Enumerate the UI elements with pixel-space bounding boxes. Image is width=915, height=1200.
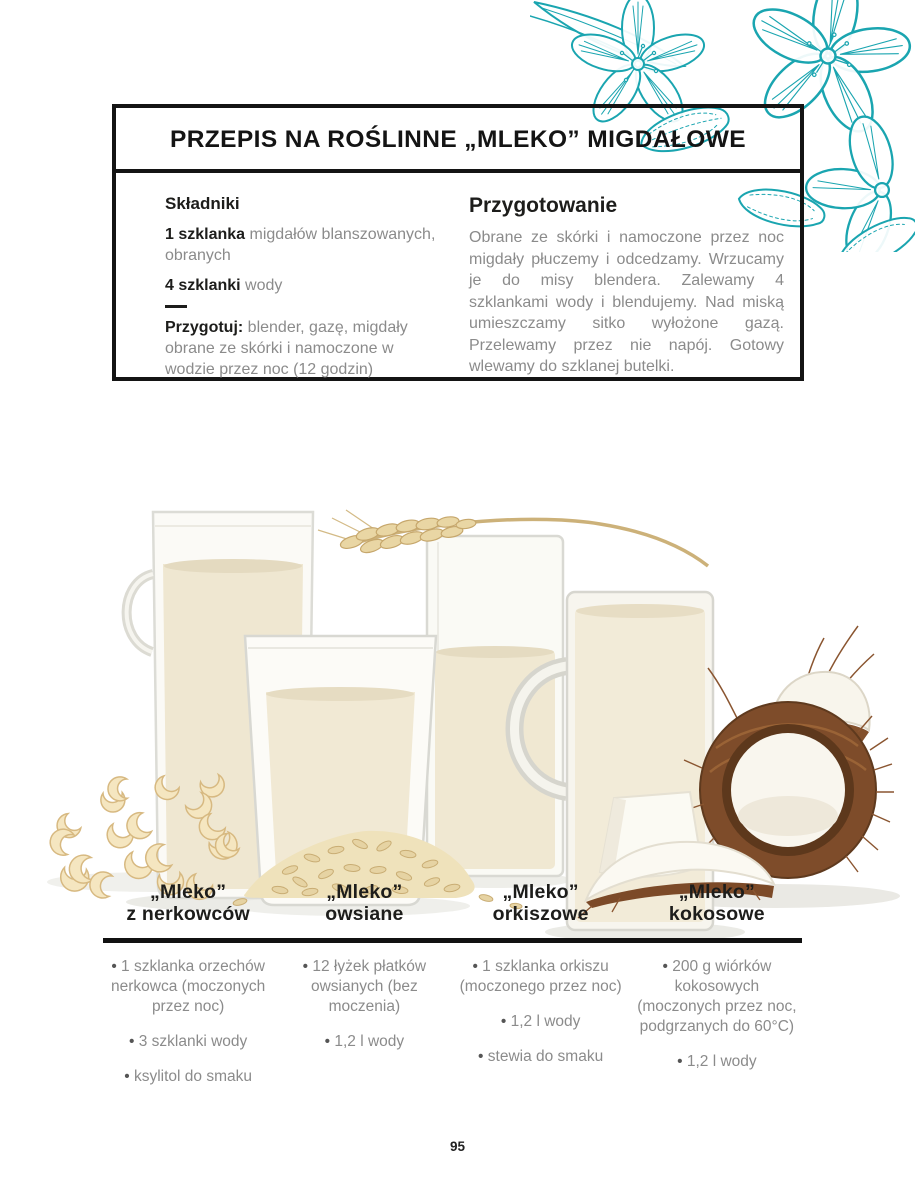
- list-item: • ksylitol do smaku: [103, 1067, 273, 1087]
- page-number: 95: [449, 1139, 466, 1154]
- prepare-label: Przygotuj:: [165, 319, 244, 336]
- divider: [165, 305, 187, 308]
- ingredient-text: wody: [240, 277, 283, 294]
- recipe-title: PRZEPIS NA ROŚLINNE „MLEKO” MIGDAŁOWE: [169, 126, 747, 153]
- variant-title-line1: „Mleko”: [150, 881, 227, 903]
- glass-pitcher-milk: [427, 536, 563, 876]
- list-item: • 3 szklanki wody: [103, 1032, 273, 1052]
- variant-header-orkiszowe: [456, 881, 626, 925]
- variant-list-kokosowe: [632, 943, 802, 1102]
- variant-title-line2: kokosowe: [668, 903, 765, 925]
- prepare-text: blender, gazę, migdały obrane ze skórki i namoczone w wodzie przez noc (12 godzin): [165, 319, 408, 378]
- recipe-box-body: [116, 173, 800, 402]
- variant-header-nerkowcow: [103, 881, 273, 925]
- variant-list-orkiszowe: [456, 943, 626, 1102]
- recipe-box: [112, 104, 804, 381]
- variant-title-line1: „Mleko”: [678, 881, 755, 903]
- variant-header-owsiane: [279, 881, 449, 925]
- preparation-text: Obrane ze skórki i namoczone przez noc migdały płuczemy i odcedzamy. Wrzucamy je do misy blendera. Zalewamy 4 szklankami wody i blendujemy. Nad miską umieszczamy sitko wyłożone gazą. Przelewamy przez nie napój. Gotowy wlewamy do szklanej butelki.: [469, 229, 784, 375]
- list-item: • 1,2 l wody: [632, 1052, 802, 1072]
- variant-title-line2: owsiane: [325, 903, 404, 925]
- ingredients-column: [165, 194, 447, 380]
- list-item: • 1,2 l wody: [456, 1012, 626, 1032]
- ingredient-text: migdałów blanszowanych, obranych: [165, 226, 436, 264]
- list-item: • 1 szklanka orzechów nerkowca (moczonych przez noc): [103, 957, 273, 1017]
- milk-variants-section: [103, 881, 802, 1102]
- list-item: • 200 g wiórków kokosowych (moczonych przez noc, podgrzanych do 60°C): [632, 957, 802, 1037]
- variant-title-line1: „Mleko”: [502, 881, 579, 903]
- ingredient-item: [165, 224, 447, 266]
- list-item: • 12 łyżek płatków owsianych (bez moczenia): [279, 957, 449, 1017]
- variant-title-line1: „Mleko”: [326, 881, 403, 903]
- preparation-heading: Przygotowanie: [469, 194, 618, 217]
- variant-title-line2: orkiszowe: [492, 903, 589, 925]
- list-item: • 1 szklanka orkiszu (moczonego przez noc): [456, 957, 626, 997]
- ingredient-amount: 1 szklanka: [165, 226, 246, 243]
- list-item: • 1,2 l wody: [279, 1032, 449, 1052]
- variant-title-line2: z nerkowców: [126, 903, 250, 925]
- variant-header-kokosowe: [632, 881, 802, 925]
- ingredients-heading: Składniki: [165, 194, 240, 213]
- variant-list-nerkowcow: [103, 943, 273, 1102]
- recipe-box-header: [116, 108, 800, 173]
- list-item: • stewia do smaku: [456, 1047, 626, 1067]
- ingredient-item: [165, 275, 447, 296]
- preparation-column: [469, 194, 786, 380]
- prepare-note: [165, 317, 447, 380]
- variant-list-owsiane: [279, 943, 449, 1102]
- ingredient-amount: 4 szklanki: [165, 277, 241, 294]
